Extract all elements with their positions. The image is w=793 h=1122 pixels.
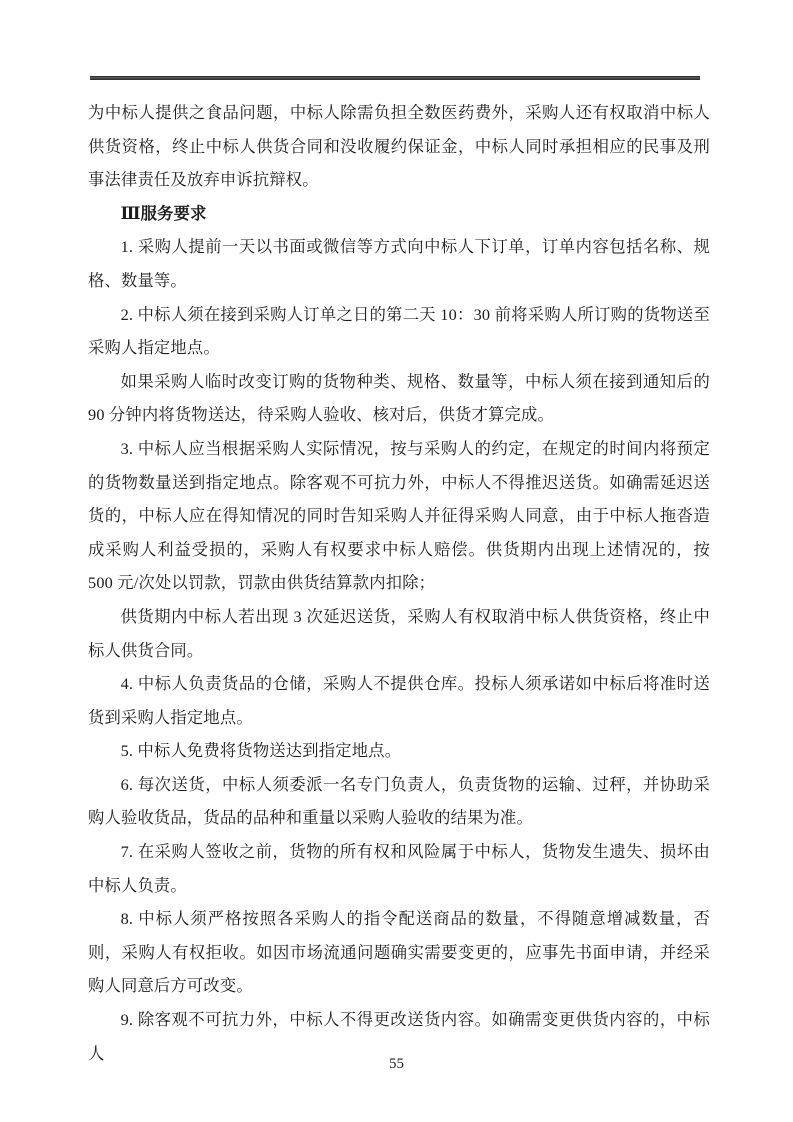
page-number: 55	[389, 1056, 404, 1072]
paragraph-item-2-sub: 如果采购人临时改变订购的货物种类、规格、数量等，中标人须在接到通知后的 90 分钟内将货物送达，待采购人验收、核对后，供货才算完成。	[88, 371, 710, 425]
document-body	[88, 96, 710, 1070]
paragraph-item-7: 7. 在采购人签收之前，货物的所有权和风险属于中标人，货物发生遗失、损坏由中标人负责。	[88, 842, 710, 895]
paragraph-item-9: 9. 除客观不可抗力外，中标人不得更改送货内容。如确需变更供货内容的，中标人	[88, 1010, 710, 1063]
paragraph-continuation: 为中标人提供之食品问题，中标人除需负担全数医药费外，采购人还有权取消中标人供货资格，终止中标人供货合同和没收履约保证金，中标人同时承担相应的民事及刑事法律责任及放弃申诉抗辩权。	[88, 103, 710, 190]
paragraph-item-3: 3. 中标人应当根据采购人实际情况，按与采购人的约定，在规定的时间内将预定的货物数量送到指定地点。除客观不可抗力外，中标人不得推迟送货。如确需延迟送货的，中标人应在得知情况的同时告知采购人并征得采购人同意，由于中标人拖沓造成采购人利益受损的，采购人有权要求中标人赔偿。供货期内出现上述情况的，按 500 元/次处以罚款，罚款由供货结算款内扣除；	[88, 438, 710, 593]
paragraph-item-2: 2. 中标人须在接到采购人订单之日的第二天 10：30 前将采购人所订购的货物送至采购人指定地点。	[88, 304, 710, 358]
paragraph-item-8: 8. 中标人须严格按照各采购人的指令配送商品的数量，不得随意增减数量，否则，采购人有权拒收。如因市场流通问题确实需要变更的，应事先书面申请，并经采购人同意后方可改变。	[88, 909, 710, 996]
paragraph-item-1: 1. 采购人提前一天以书面或微信等方式向中标人下订单，订单内容包括名称、规格、数量等。	[88, 237, 710, 290]
paragraph-item-3-sub: 供货期内中标人若出现 3 次延迟送货，采购人有权取消中标人供货资格，终止中标人供货合同。	[88, 606, 710, 660]
paragraph-item-6: 6. 每次送货，中标人须委派一名专门负责人，负责货物的运输、过秤，并协助采购人验收货品，货品的品种和重量以采购人验收的结果为准。	[88, 774, 710, 828]
paragraph-item-5: 5. 中标人免费将货物送达到指定地点。	[120, 741, 402, 761]
section-heading-service-requirements: Ⅲ服务要求	[120, 203, 207, 223]
paragraph-item-4: 4. 中标人负责货品的仓储，采购人不提供仓库。投标人须承诺如中标后将准时送货到采购人指定地点。	[88, 674, 710, 727]
header-rule	[90, 76, 700, 80]
